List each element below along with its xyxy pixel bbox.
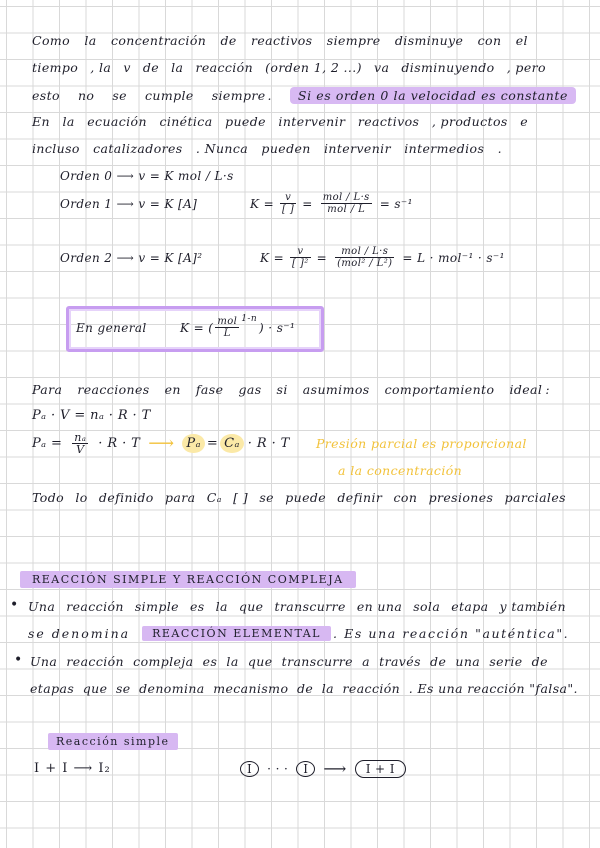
frac-num: nₐ <box>74 431 87 444</box>
word: . Es una reacción "auténtica". <box>332 626 570 641</box>
ideal-gas-equation: Pₐ · V = nₐ · R · T <box>32 408 151 423</box>
word: reacción <box>195 60 254 75</box>
bullet2-line2 <box>30 681 578 696</box>
bullet1-line1 <box>28 599 566 614</box>
gas-intro <box>32 382 550 397</box>
word: y también <box>499 599 566 614</box>
word: mecanismo <box>213 681 289 696</box>
frac-num: mol <box>217 316 238 327</box>
word: siempre <box>211 88 266 103</box>
word: con <box>477 33 502 48</box>
word: la <box>226 654 239 669</box>
subheading <box>48 733 178 748</box>
word: la <box>171 60 184 75</box>
subheading-text: Reacción simple <box>48 733 178 750</box>
word: . <box>497 141 502 156</box>
word: concentración <box>110 33 207 48</box>
word: e <box>520 114 528 129</box>
general-formula <box>76 313 296 339</box>
general-label: En general <box>76 320 147 335</box>
word: esto <box>32 88 60 103</box>
general-frac <box>215 316 239 339</box>
frac-den: L <box>223 328 231 339</box>
word: en una <box>356 599 403 614</box>
word: reacción <box>66 599 124 614</box>
word: para <box>165 490 196 505</box>
word: . Nunca <box>195 141 249 156</box>
word: sola <box>413 599 441 614</box>
frac-num: v <box>280 192 296 204</box>
order-two <box>60 246 505 269</box>
frac-den: [ ] <box>282 204 295 215</box>
word: que <box>247 654 273 669</box>
word: Todo <box>32 490 65 505</box>
bullet2-line1 <box>30 654 548 669</box>
word: : <box>545 382 550 397</box>
section-heading-text: REACCIÓN SIMPLE Y REACCIÓN COMPLEJA <box>20 571 356 588</box>
word: puede <box>225 114 266 129</box>
word: compleja <box>133 654 194 669</box>
partial-pressure-equation <box>32 432 290 455</box>
ca-circled: Cₐ <box>220 434 244 453</box>
word: el <box>515 33 528 48</box>
word: Para <box>32 382 63 397</box>
note-line2: a la concentración <box>338 463 463 478</box>
word: la <box>215 599 228 614</box>
frac-num: v <box>290 246 311 258</box>
product-oval: I + I <box>355 760 406 778</box>
frac-den: V <box>76 443 85 456</box>
reaction-simple-eq: I + I ⟶ I₂ <box>34 761 111 776</box>
word: disminuye <box>394 33 464 48</box>
word: de <box>142 60 160 75</box>
word: comportamiento <box>384 382 495 397</box>
general-exponent: 1-n <box>241 313 258 324</box>
order-one-rate: Orden 1 ⟶ v = K [A] <box>60 196 198 211</box>
word: intervenir <box>324 141 391 156</box>
order-one <box>60 192 413 215</box>
rt-factor: · R · T <box>98 436 141 451</box>
arrow-right-icon: ⟶ <box>323 759 347 778</box>
para1-line2 <box>32 60 546 75</box>
word: la <box>321 681 334 696</box>
word: v <box>123 60 131 75</box>
word: la <box>62 114 75 129</box>
word: lo <box>75 490 88 505</box>
word: transcurre <box>274 599 346 614</box>
word: definido <box>98 490 154 505</box>
word: transcurre <box>281 654 353 669</box>
word: , productos <box>431 114 508 129</box>
word: reacciones <box>77 382 150 397</box>
word: de <box>220 33 237 48</box>
order-one-frac <box>280 192 296 215</box>
word: (orden 1, 2 ...) <box>265 60 362 75</box>
mechanism <box>240 759 406 778</box>
word: que <box>82 681 108 696</box>
word: definir <box>337 490 383 505</box>
word: reacción <box>66 654 125 669</box>
frac-den: mol / L <box>327 204 366 215</box>
pa-circled: Pₐ <box>182 434 204 453</box>
order-two-k: K = <box>260 250 285 265</box>
order-two-units <box>335 246 394 269</box>
word: parciales <box>504 490 566 505</box>
word: presiones <box>428 490 494 505</box>
word: gas <box>238 382 262 397</box>
word: . <box>267 88 272 103</box>
word: través <box>379 654 421 669</box>
equals: = <box>302 196 313 211</box>
word: serie <box>489 654 523 669</box>
order-two-rate: Orden 2 ⟶ v = K [A]² <box>60 250 203 265</box>
word: si <box>276 382 288 397</box>
word: de <box>430 654 447 669</box>
word: pueden <box>261 141 311 156</box>
word: a <box>362 654 370 669</box>
word: . Es una reacción "falsa". <box>408 681 578 696</box>
word: se <box>112 88 127 103</box>
word: es <box>189 599 205 614</box>
order-two-result: = L · mol⁻¹ · s⁻¹ <box>402 250 505 265</box>
frac-den: [ ]² <box>292 258 309 269</box>
word: de <box>531 654 548 669</box>
word: intermedios <box>404 141 485 156</box>
na-over-v <box>72 432 88 455</box>
order-zero: Orden 0 ⟶ v = K mol / L·s <box>60 169 234 183</box>
word: la <box>84 33 97 48</box>
order-one-result: = s⁻¹ <box>379 196 413 211</box>
note-line1: Presión parcial es proporcional <box>316 436 527 451</box>
word: reacción <box>342 681 401 696</box>
word: reactivos <box>357 114 420 129</box>
para1-line1 <box>32 33 528 48</box>
para1-line3 <box>32 87 569 104</box>
word: tiempo <box>32 60 79 75</box>
word: , pero <box>506 60 546 75</box>
word: de <box>296 681 314 696</box>
word: ecuación <box>87 114 147 129</box>
frac-num: mol / L·s <box>335 246 394 258</box>
word: Una <box>28 599 56 614</box>
word: Cₐ <box>206 490 222 505</box>
para1-line4 <box>32 114 528 129</box>
word: etapa <box>451 599 489 614</box>
word: es <box>202 654 218 669</box>
word: disminuyendo <box>401 60 495 75</box>
word: etapas <box>30 681 75 696</box>
word: En <box>32 114 50 129</box>
word: va <box>374 60 390 75</box>
word: en <box>164 382 181 397</box>
word: cumple <box>144 88 194 103</box>
rt-factor: · R · T <box>247 436 290 451</box>
gas-closing <box>32 490 566 505</box>
word: reactivos <box>251 33 313 48</box>
word: simple <box>134 599 179 614</box>
general-k: K = ( <box>180 320 214 335</box>
section-heading <box>20 571 356 586</box>
arrow-right-icon: ⟶ <box>148 433 175 454</box>
word: cinética <box>159 114 213 129</box>
word: catalizadores <box>93 141 183 156</box>
ellipsis: · · · <box>267 761 289 776</box>
word: Como <box>32 33 71 48</box>
para1-line5 <box>32 141 502 156</box>
frac-den: (mol² / L²) <box>337 258 393 269</box>
highlight-elemental: REACCIÓN ELEMENTAL <box>142 626 331 641</box>
order-one-units <box>321 192 372 215</box>
order-one-k: K = <box>250 196 275 211</box>
word: Una <box>30 654 58 669</box>
word: fase <box>195 382 224 397</box>
word: se denomina <box>28 626 131 641</box>
word: puede <box>285 490 327 505</box>
equals: = <box>206 436 219 451</box>
bullet-dot: • <box>14 652 23 668</box>
word: asumimos <box>302 382 370 397</box>
equals: = <box>316 250 328 265</box>
word: denomina <box>139 681 205 696</box>
word: siempre <box>326 33 381 48</box>
word: [ ] <box>233 490 249 505</box>
highlight-order-zero: Si es orden 0 la velocidad es constante <box>290 87 576 104</box>
bullet-dot: • <box>10 597 19 613</box>
intermediate-circle: I <box>240 761 259 777</box>
word: no <box>77 88 95 103</box>
intermediate-circle: I <box>296 761 315 777</box>
word: con <box>393 490 418 505</box>
word: ideal <box>509 382 543 397</box>
frac-num: mol / L·s <box>322 192 370 203</box>
word: una <box>455 654 481 669</box>
word: , la <box>90 60 112 75</box>
order-two-frac <box>290 246 311 269</box>
word: se <box>259 490 274 505</box>
word: se <box>115 681 131 696</box>
word: incluso <box>32 141 80 156</box>
bullet1-line2 <box>28 626 569 641</box>
word: intervenir <box>278 114 346 129</box>
word: que <box>238 599 264 614</box>
general-tail: ) · s⁻¹ <box>259 320 296 335</box>
pa-left: Pₐ = <box>32 436 63 451</box>
